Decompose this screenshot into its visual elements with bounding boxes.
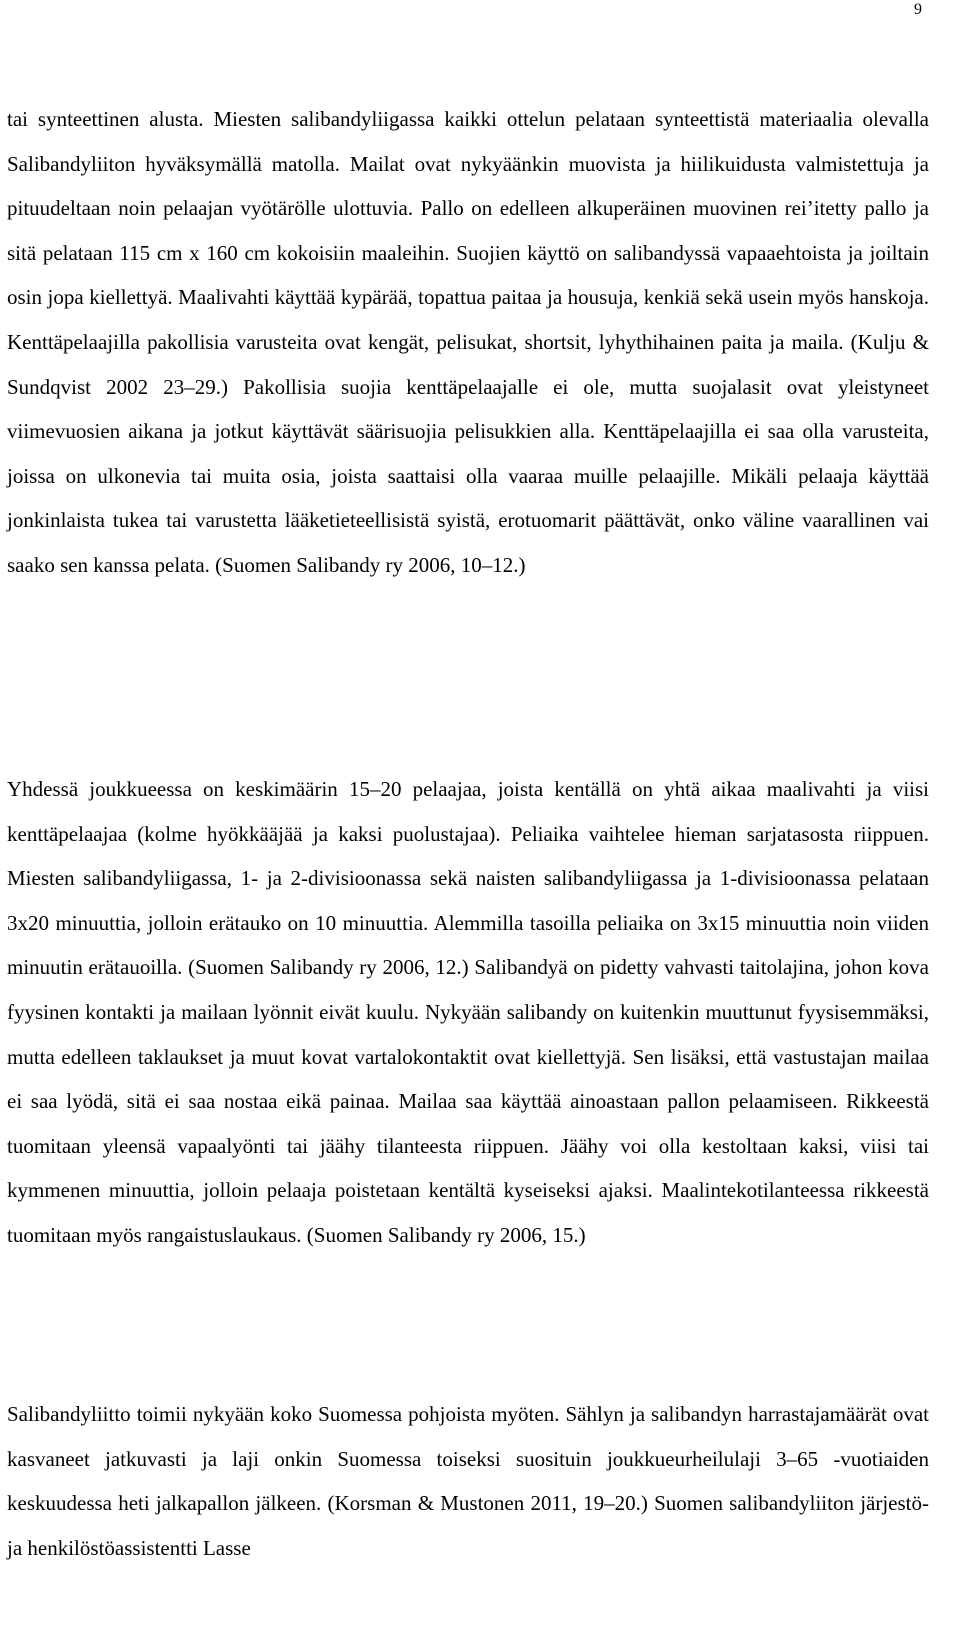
body-paragraph-equipment: tai synteettinen alusta. Miesten salibandyliigassa kaikki ottelun pelataan synteettistä materiaalia olevalla Salibandyliiton hyväksymällä matolla. Mailat ovat nykyäänkin muovista ja hiilikuidusta valmistettuja ja pituudeltaan noin pelaajan vyötärölle ulottuvia. Pallo on edelleen alkuperäinen muovinen rei’itetty pallo ja sitä pelataan 115 cm x 160 cm kokoisiin maaleihin. Suojien käyttö on salibandyssä vapaaehtoista ja joiltain osin jopa kiellettyä. Maalivahti käyttää kypärää, topattua paitaa ja housuja, kenkiä sekä usein myös hanskoja. Kenttäpelaajilla pakollisia varusteita ovat kengät, pelisukat, shortsit, lyhythihainen paita ja maila. (Kulju & Sundqvist 2002 23–29.) Pakollisia suojia kenttäpelaajalle ei ole, mutta suojalasit ovat yleistyneet viimevuosien aikana ja jotkut käyttävät säärisuojia pelisukkien alla. Kenttäpelaajilla ei saa olla varusteita, joissa on ulkonevia tai muita osia, joista saattaisi olla vaaraa muille pelaajille. Mikäli pelaaja käyttää jonkinlaista tukea tai varustetta lääketieteellisistä syistä, erotuomarit päättävät, onko väline vaarallinen vai saako sen kanssa pelata. (Suomen Salibandy ry 2006, 10–12.) xyxy=(7,107,929,577)
page-number: 9 xyxy=(914,1,922,18)
body-paragraph-popularity: Salibandyliitto toimii nykyään koko Suomessa pohjoista myöten. Sählyn ja salibandyn harrastajamäärät ovat kasvaneet jatkuvasti ja laji onkin Suomessa toiseksi suosituin joukkueurheilulaji 3–65 -vuotiaiden keskuudessa heti jalkapallon jälkeen. (Korsman & Mustonen 2011, 19–20.) Suomen salibandyliiton järjestö- ja henkilöstöassistentti Lasse xyxy=(7,1402,929,1560)
body-paragraph-game-rules: Yhdessä joukkueessa on keskimäärin 15–20 pelaajaa, joista kentällä on yhtä aikaa maalivahti ja viisi kenttäpelaajaa (kolme hyökkääjää ja kaksi puolustajaa). Peliaika vaihtelee hieman sarjatasosta riippuen. Miesten salibandyliigassa, 1- ja 2-divisioonassa sekä naisten salibandyliigassa ja 1-divisioonassa pelataan 3x20 minuuttia, jolloin erätauko on 10 minuuttia. Alemmilla tasoilla peliaika on 3x15 minuuttia noin viiden minuutin erätauoilla. (Suomen Salibandy ry 2006, 12.) Salibandyä on pidetty vahvasti taitolajina, johon kova fyysinen kontakti ja mailaan lyönnit eivät kuulu. Nykyään salibandy on kuitenkin muuttunut fyysisemmäksi, mutta edelleen taklaukset ja muut kovat vartalokontaktit ovat kiellettyjä. Sen lisäksi, että vastustajan mailaa ei saa lyödä, sitä ei saa nostaa eikä painaa. Mailaa saa käyttää ainoastaan pallon pelaamiseen. Rikkeestä tuomitaan yleensä vapaalyönti tai jäähy tilanteesta riippuen. Jäähy voi olla kestoltaan kaksi, viisi tai kymmenen minuuttia, jolloin pelaaja poistetaan kentältä kyseiseksi ajaksi. Maalintekotilanteessa rikkeestä tuomitaan myös rangaistuslaukaus. (Suomen Salibandy ry 2006, 15.) xyxy=(7,777,929,1247)
